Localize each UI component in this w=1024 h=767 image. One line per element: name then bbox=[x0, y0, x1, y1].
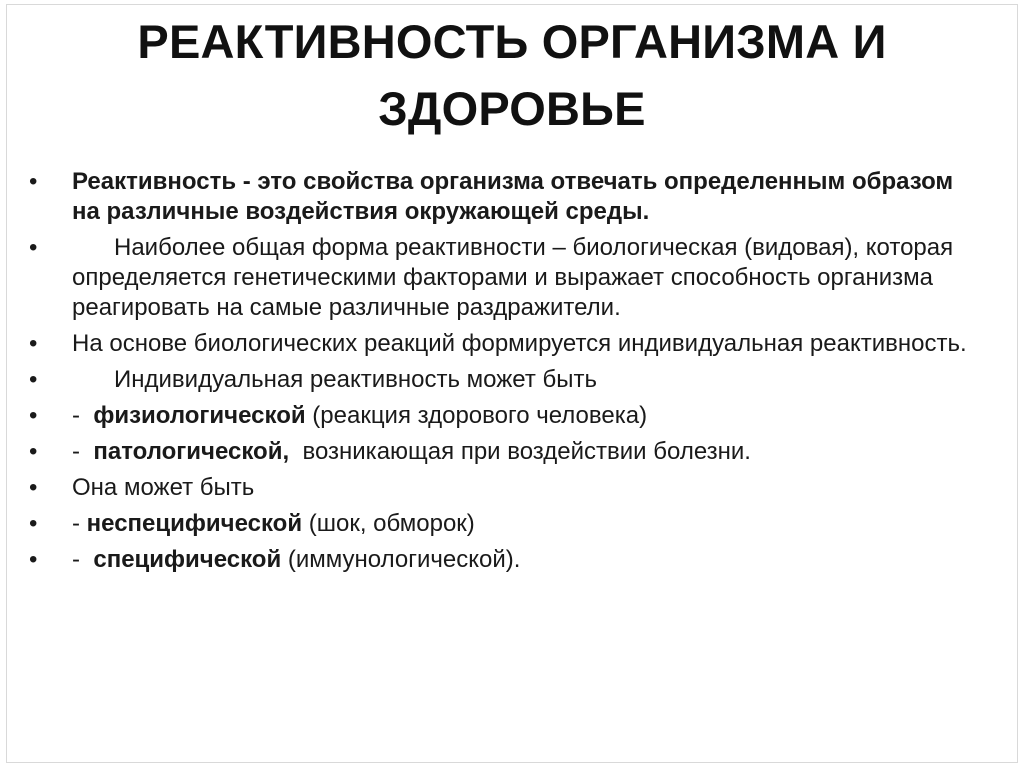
bullet-item-definition bbox=[29, 167, 979, 227]
title-line-2: ЗДОРОВЬЕ bbox=[378, 82, 646, 135]
bullet-dot-icon: • bbox=[29, 402, 38, 429]
bullet-dot-icon: • bbox=[29, 546, 38, 573]
bullet-dot-icon: • bbox=[29, 474, 38, 501]
specific-prefix: - bbox=[72, 546, 87, 573]
bullet-item-individual bbox=[29, 365, 979, 395]
title-line-1: РЕАКТИВНОСТЬ ОРГАНИЗМА И bbox=[137, 15, 887, 68]
bullet-item-basis bbox=[29, 329, 979, 359]
bullet-list bbox=[29, 167, 979, 581]
physiological-term: физиологической bbox=[93, 402, 306, 429]
pathological-term: патологической, bbox=[93, 438, 290, 465]
bullet-dot-icon: • bbox=[29, 330, 38, 357]
bullet-dot-icon: • bbox=[29, 438, 38, 465]
pathological-note: возникающая при воздействии болезни. bbox=[289, 438, 751, 465]
slide-title bbox=[0, 8, 1024, 142]
specific-note: (иммунологической). bbox=[281, 546, 521, 573]
physiological-note: (реакция здорового человека) bbox=[305, 402, 648, 429]
bullet-item-general-form bbox=[29, 233, 979, 323]
bullet-dot-icon: • bbox=[29, 366, 38, 393]
bullet-dot-icon: • bbox=[29, 234, 38, 261]
definition-text: Реактивность - это свойства организма отвечать определенным образом на различные воздействия окружающей среды. bbox=[72, 168, 954, 225]
can-be-text: Она может быть bbox=[72, 474, 255, 501]
bullet-item-pathological bbox=[29, 437, 979, 467]
bullet-item-can-be bbox=[29, 473, 979, 503]
pathological-prefix: - bbox=[72, 438, 87, 465]
individual-text: Индивидуальная реактивность может быть bbox=[114, 366, 597, 393]
bullet-item-specific bbox=[29, 545, 979, 575]
nonspecific-note: (шок, обморок) bbox=[302, 510, 475, 537]
specific-term: специфической bbox=[93, 546, 282, 573]
physiological-prefix: - bbox=[72, 402, 87, 429]
bullet-dot-icon: • bbox=[29, 510, 38, 537]
nonspecific-prefix: - bbox=[72, 510, 87, 537]
bullet-dot-icon: • bbox=[29, 168, 38, 195]
bullet-item-physiological bbox=[29, 401, 979, 431]
basis-text: На основе биологических реакций формируется индивидуальная реактивность. bbox=[72, 330, 967, 357]
nonspecific-term: неспецифической bbox=[86, 510, 303, 537]
bullet-item-nonspecific bbox=[29, 509, 979, 539]
general-form-text: Наиболее общая форма реактивности – биологическая (видовая), которая определяется генетическими факторами и выражает способность организма реагировать на самые различные раздражители. bbox=[72, 234, 954, 321]
